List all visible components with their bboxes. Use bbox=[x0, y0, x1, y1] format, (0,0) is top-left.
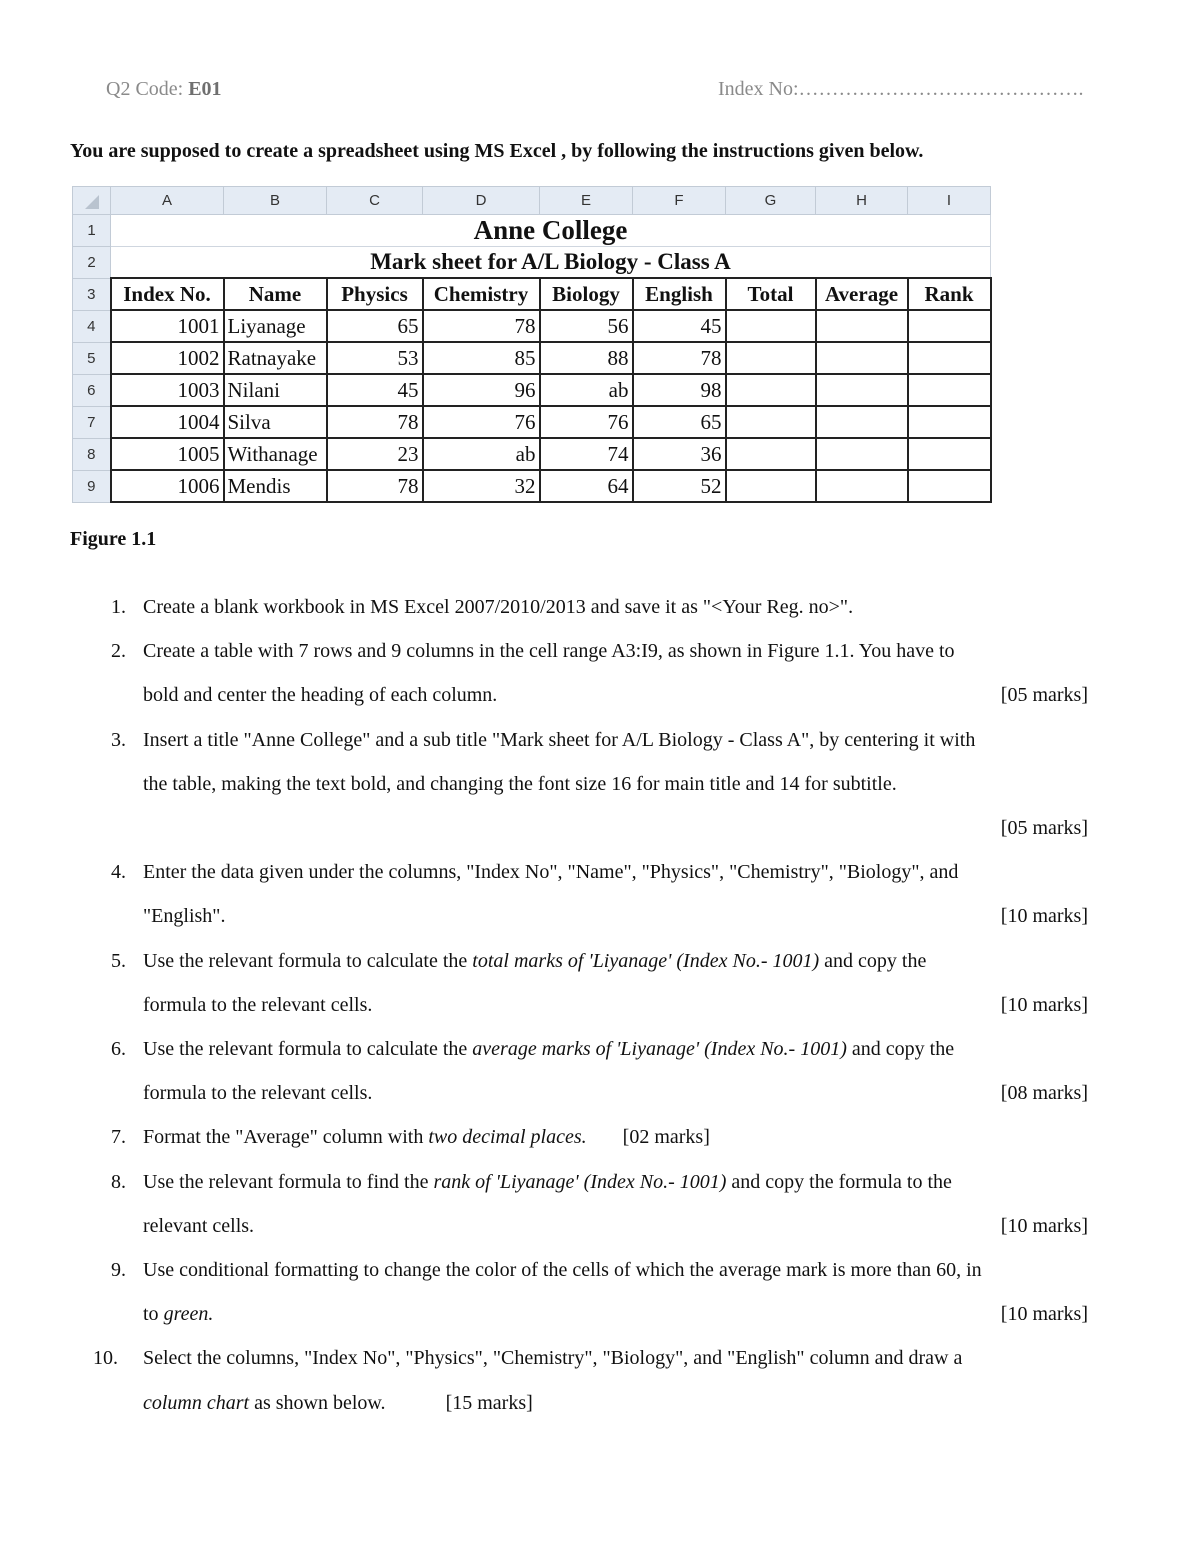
total-cell bbox=[726, 406, 816, 438]
item-text: Use conditional formatting to change the color of the cells of which the average mark is more than 60, in bbox=[143, 1259, 982, 1282]
item-text: Use the relevant formula to find the bbox=[143, 1170, 434, 1193]
col-header: H bbox=[816, 187, 908, 215]
index-cell: 1004 bbox=[111, 406, 224, 438]
header-cell: Chemistry bbox=[423, 278, 540, 310]
list-item bbox=[100, 850, 1160, 938]
list-item bbox=[100, 1115, 1160, 1159]
table-row bbox=[73, 310, 991, 342]
total-cell bbox=[726, 310, 816, 342]
name-cell: Mendis bbox=[224, 470, 327, 502]
table-row bbox=[73, 470, 991, 502]
physics-cell: 65 bbox=[327, 310, 423, 342]
physics-cell: 53 bbox=[327, 342, 423, 374]
item-number: 9. bbox=[111, 1259, 126, 1282]
table-row bbox=[73, 342, 991, 374]
row-header: 6 bbox=[73, 374, 111, 406]
marks-label: [10 marks] bbox=[1000, 905, 1088, 928]
item-text-continued: formula to the relevant cells. bbox=[143, 993, 373, 1016]
physics-cell: 45 bbox=[327, 374, 423, 406]
english-cell: 78 bbox=[633, 342, 726, 374]
english-cell: 98 bbox=[633, 374, 726, 406]
header-cell: English bbox=[633, 278, 726, 310]
col-header: B bbox=[224, 187, 327, 215]
total-cell bbox=[726, 438, 816, 470]
name-cell: Withanage bbox=[224, 438, 327, 470]
list-item bbox=[100, 1027, 1160, 1115]
rank-cell bbox=[908, 470, 991, 502]
spreadsheet-figure bbox=[72, 186, 992, 503]
subtitle-row bbox=[73, 247, 991, 279]
item-text: Create a blank workbook in MS Excel 2007/2010/2013 and save it as "<Your Reg. no>". bbox=[143, 596, 854, 618]
english-cell: 52 bbox=[633, 470, 726, 502]
biology-cell: 64 bbox=[540, 470, 633, 502]
index-cell: 1002 bbox=[111, 342, 224, 374]
index-cell: 1006 bbox=[111, 470, 224, 502]
rank-cell bbox=[908, 406, 991, 438]
item-text: Insert a title "Anne College" and a sub title "Mark sheet for A/L Biology - Class A", by centering it with bbox=[143, 728, 976, 751]
item-text: Format the "Average" column with bbox=[143, 1126, 429, 1149]
average-cell bbox=[816, 470, 908, 502]
name-cell: Liyanage bbox=[224, 310, 327, 342]
biology-cell: ab bbox=[540, 374, 633, 406]
chemistry-cell: 32 bbox=[423, 470, 540, 502]
row-header: 2 bbox=[73, 247, 111, 279]
col-header: E bbox=[540, 187, 633, 215]
header-cell: Physics bbox=[327, 278, 423, 310]
select-all-icon bbox=[85, 195, 99, 209]
average-cell bbox=[816, 374, 908, 406]
total-cell bbox=[726, 374, 816, 406]
row-header: 5 bbox=[73, 342, 111, 374]
instruction-list bbox=[93, 585, 1160, 1425]
chemistry-cell: ab bbox=[423, 438, 540, 470]
item-emphasis: rank of 'Liyanage' (Index No.- 1001) bbox=[433, 1170, 727, 1193]
item-number: 8. bbox=[111, 1170, 126, 1193]
item-emphasis: total marks of 'Liyanage' (Index No.- 1001) bbox=[472, 949, 820, 972]
sheet-subtitle: Mark sheet for A/L Biology - Class A bbox=[111, 247, 991, 279]
name-cell: Ratnayake bbox=[224, 342, 327, 374]
list-item bbox=[100, 939, 1160, 1027]
item-number: 10. bbox=[93, 1347, 118, 1370]
biology-cell: 74 bbox=[540, 438, 633, 470]
total-cell bbox=[726, 470, 816, 502]
biology-cell: 76 bbox=[540, 406, 633, 438]
item-text-continued: to bbox=[143, 1303, 164, 1326]
row-header: 4 bbox=[73, 310, 111, 342]
item-text: Select the columns, "Index No", "Physics", "Chemistry", "Biology", and "English" column and draw a bbox=[143, 1347, 963, 1370]
row-header: 9 bbox=[73, 470, 111, 502]
column-header-row bbox=[73, 187, 991, 215]
item-text-continued: formula to the relevant cells. bbox=[143, 1082, 373, 1105]
rank-cell bbox=[908, 374, 991, 406]
table-row bbox=[73, 374, 991, 406]
marks-label: [10 marks] bbox=[1000, 1214, 1088, 1237]
item-text-continued: bold and center the heading of each column. bbox=[143, 684, 498, 707]
figure-caption: Figure 1.1 bbox=[70, 528, 157, 550]
header-cell: Biology bbox=[540, 278, 633, 310]
item-text: Create a table with 7 rows and 9 columns in the cell range A3:I9, as shown in Figure 1.1. You have to bbox=[143, 640, 955, 663]
item-text: Use the relevant formula to calculate the bbox=[143, 949, 473, 972]
marks-label: [10 marks] bbox=[1000, 1303, 1088, 1326]
name-cell: Silva bbox=[224, 406, 327, 438]
title-row bbox=[73, 215, 991, 247]
header-cell: Rank bbox=[908, 278, 991, 310]
item-number: 6. bbox=[111, 1038, 126, 1061]
physics-cell: 78 bbox=[327, 406, 423, 438]
marks-label: [05 marks] bbox=[1000, 817, 1088, 840]
row-header: 1 bbox=[73, 215, 111, 247]
item-number: 5. bbox=[111, 949, 126, 972]
average-cell bbox=[816, 342, 908, 374]
item-emphasis: green. bbox=[163, 1303, 214, 1326]
col-header: G bbox=[726, 187, 816, 215]
col-header: F bbox=[633, 187, 726, 215]
item-number: 4. bbox=[111, 861, 126, 884]
item-number: 3. bbox=[111, 728, 126, 751]
item-text-after: and copy the bbox=[846, 1038, 955, 1061]
list-item bbox=[100, 718, 1160, 851]
chemistry-cell: 96 bbox=[423, 374, 540, 406]
chemistry-cell: 85 bbox=[423, 342, 540, 374]
marks-label: [15 marks] bbox=[445, 1391, 533, 1414]
english-cell: 65 bbox=[633, 406, 726, 438]
row-header: 7 bbox=[73, 406, 111, 438]
table-row bbox=[73, 438, 991, 470]
chemistry-cell: 76 bbox=[423, 406, 540, 438]
header-cell: Average bbox=[816, 278, 908, 310]
item-text-after: and copy the bbox=[819, 949, 927, 972]
code-label: Q2 Code: bbox=[106, 78, 189, 100]
item-text-after: as shown below. bbox=[249, 1391, 386, 1414]
average-cell bbox=[816, 438, 908, 470]
item-text: Use the relevant formula to calculate the bbox=[143, 1038, 473, 1061]
col-header: I bbox=[908, 187, 991, 215]
marks-label: [05 marks] bbox=[1000, 684, 1088, 707]
header-cell: Name bbox=[224, 278, 327, 310]
rank-cell bbox=[908, 438, 991, 470]
sheet-title: Anne College bbox=[111, 215, 991, 247]
item-number: 7. bbox=[111, 1126, 126, 1149]
item-emphasis: column chart bbox=[143, 1391, 250, 1414]
rank-cell bbox=[908, 310, 991, 342]
physics-cell: 78 bbox=[327, 470, 423, 502]
list-item bbox=[100, 1248, 1160, 1336]
rank-cell bbox=[908, 342, 991, 374]
index-cell: 1003 bbox=[111, 374, 224, 406]
header-cell: Index No. bbox=[111, 278, 224, 310]
list-item bbox=[100, 585, 1160, 629]
english-cell: 45 bbox=[633, 310, 726, 342]
index-cell: 1001 bbox=[111, 310, 224, 342]
col-header: D bbox=[423, 187, 540, 215]
biology-cell: 88 bbox=[540, 342, 633, 374]
question-code bbox=[106, 78, 222, 101]
item-text-continued: "English". bbox=[143, 905, 226, 928]
physics-cell: 23 bbox=[327, 438, 423, 470]
english-cell: 36 bbox=[633, 438, 726, 470]
marks-label: [02 marks] bbox=[622, 1126, 710, 1149]
index-number-field: Index No:……………………………………. bbox=[718, 78, 1084, 100]
select-all-corner bbox=[73, 187, 111, 215]
item-text-continued: relevant cells. bbox=[143, 1214, 255, 1237]
marks-label: [10 marks] bbox=[1000, 993, 1088, 1016]
item-text-continued: the table, making the text bold, and changing the font size 16 for main title and 14 for subtitle. bbox=[143, 772, 897, 795]
name-cell: Nilani bbox=[224, 374, 327, 406]
col-header: A bbox=[111, 187, 224, 215]
item-emphasis: two decimal places. bbox=[428, 1126, 587, 1149]
table-header-row bbox=[73, 278, 991, 310]
average-cell bbox=[816, 406, 908, 438]
index-cell: 1005 bbox=[111, 438, 224, 470]
item-emphasis: average marks of 'Liyanage' (Index No.- 1001) bbox=[472, 1038, 847, 1061]
row-header: 3 bbox=[73, 278, 111, 310]
chemistry-cell: 78 bbox=[423, 310, 540, 342]
table-row bbox=[73, 406, 991, 438]
item-text-after: and copy the formula to the bbox=[726, 1170, 952, 1193]
col-header: C bbox=[327, 187, 423, 215]
biology-cell: 56 bbox=[540, 310, 633, 342]
list-item bbox=[100, 629, 1160, 717]
list-item bbox=[100, 1160, 1160, 1248]
row-header: 8 bbox=[73, 438, 111, 470]
header-cell: Total bbox=[726, 278, 816, 310]
code-value: E01 bbox=[188, 78, 222, 100]
item-number: 2. bbox=[111, 640, 126, 663]
item-number: 1. bbox=[111, 596, 126, 618]
average-cell bbox=[816, 310, 908, 342]
marks-label: [08 marks] bbox=[1000, 1082, 1088, 1105]
total-cell bbox=[726, 342, 816, 374]
intro-text: You are supposed to create a spreadsheet using MS Excel , by following the instructions given below. bbox=[70, 140, 924, 162]
list-item bbox=[93, 1336, 1160, 1424]
item-text: Enter the data given under the columns, "Index No", "Name", "Physics", "Chemistry", "Biology", and bbox=[143, 861, 959, 884]
